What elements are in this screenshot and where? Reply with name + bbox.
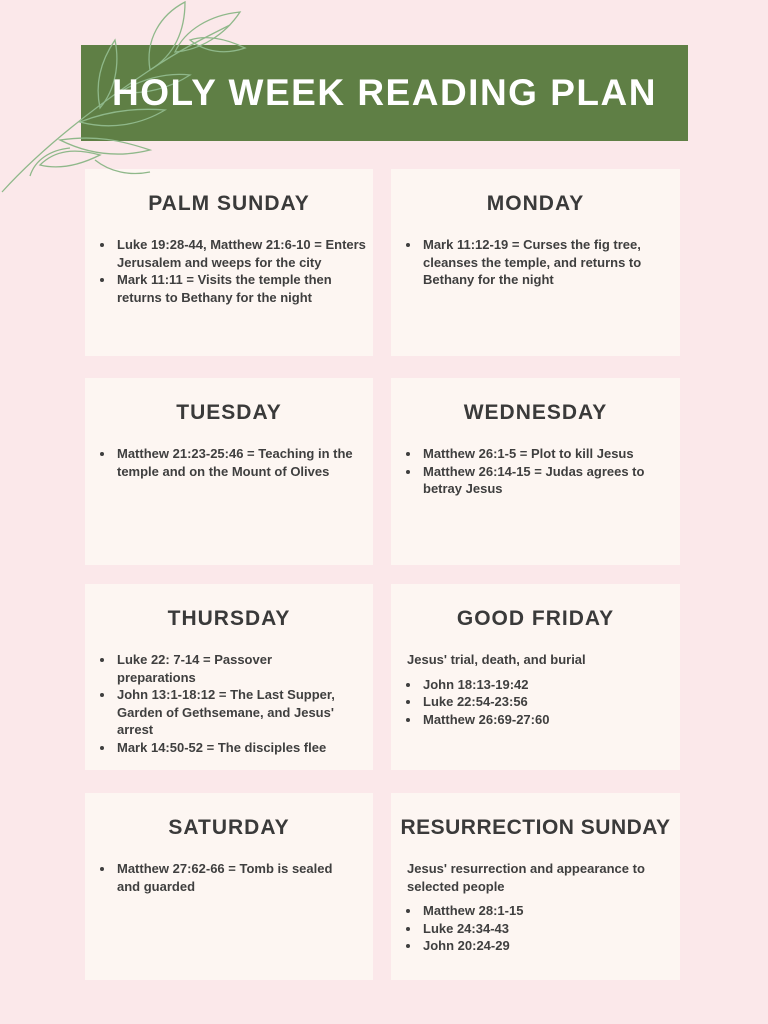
- reading-list: [391, 902, 680, 955]
- reading-item: • Luke 22: 7-14 = Passover preparations: [115, 651, 349, 686]
- day-card-monday: [391, 169, 680, 356]
- reading-item: • Mark 11:12-19 = Curses the fig tree, cleanses the temple, and returns to Bethany for the night: [421, 236, 662, 289]
- day-card-palm-sunday: [85, 169, 373, 356]
- reading-item: • Luke 19:28-44, Matthew 21:6-10 = Enters Jerusalem and weeps for the city: [115, 236, 373, 271]
- day-title: MONDAY: [486, 192, 585, 215]
- day-title: THURSDAY: [167, 607, 291, 630]
- reading-list: [391, 676, 680, 729]
- day-title: SATURDAY: [168, 816, 290, 839]
- day-title: WEDNESDAY: [463, 401, 608, 424]
- reading-list: [391, 445, 680, 498]
- reading-list: [85, 651, 373, 756]
- reading-list: [85, 860, 373, 895]
- day-title: PALM SUNDAY: [148, 192, 310, 215]
- reading-item: • John 18:13-19:42: [421, 676, 680, 694]
- day-intro: Jesus' trial, death, and burial: [407, 652, 586, 667]
- day-card-good-friday: [391, 584, 680, 770]
- day-card-thursday: [85, 584, 373, 770]
- reading-item: • Matthew 26:69-27:60: [421, 711, 680, 729]
- reading-item: • Mark 11:11 = Visits the temple then returns to Bethany for the night: [115, 271, 373, 306]
- reading-item: • Mark 14:50-52 = The disciples flee: [115, 739, 349, 757]
- day-card-resurrection-sunday: [391, 793, 680, 980]
- reading-item: • Matthew 27:62-66 = Tomb is sealed and guarded: [115, 860, 357, 895]
- day-card-wednesday: [391, 378, 680, 565]
- reading-item: • Luke 22:54-23:56: [421, 693, 680, 711]
- reading-list: [85, 445, 373, 480]
- day-intro: Jesus' resurrection and appearance to selected people: [407, 861, 645, 894]
- reading-list: [391, 236, 680, 289]
- page-title: HOLY WEEK READING PLAN: [112, 72, 657, 113]
- day-title: TUESDAY: [176, 401, 282, 424]
- day-card-saturday: [85, 793, 373, 980]
- day-title: RESURRECTION SUNDAY: [400, 816, 671, 839]
- reading-item: • Matthew 28:1-15: [421, 902, 680, 920]
- reading-item: • John 20:24-29: [421, 937, 680, 955]
- day-title: GOOD FRIDAY: [456, 607, 615, 630]
- reading-list: [85, 236, 373, 306]
- reading-item: • Matthew 26:1-5 = Plot to kill Jesus: [421, 445, 664, 463]
- reading-item: • Luke 24:34-43: [421, 920, 680, 938]
- reading-item: • Matthew 26:14-15 = Judas agrees to betray Jesus: [421, 463, 664, 498]
- reading-item: • John 13:1-18:12 = The Last Supper, Garden of Gethsemane, and Jesus' arrest: [115, 686, 349, 739]
- day-card-tuesday: [85, 378, 373, 565]
- reading-item: • Matthew 21:23-25:46 = Teaching in the temple and on the Mount of Olives: [115, 445, 357, 480]
